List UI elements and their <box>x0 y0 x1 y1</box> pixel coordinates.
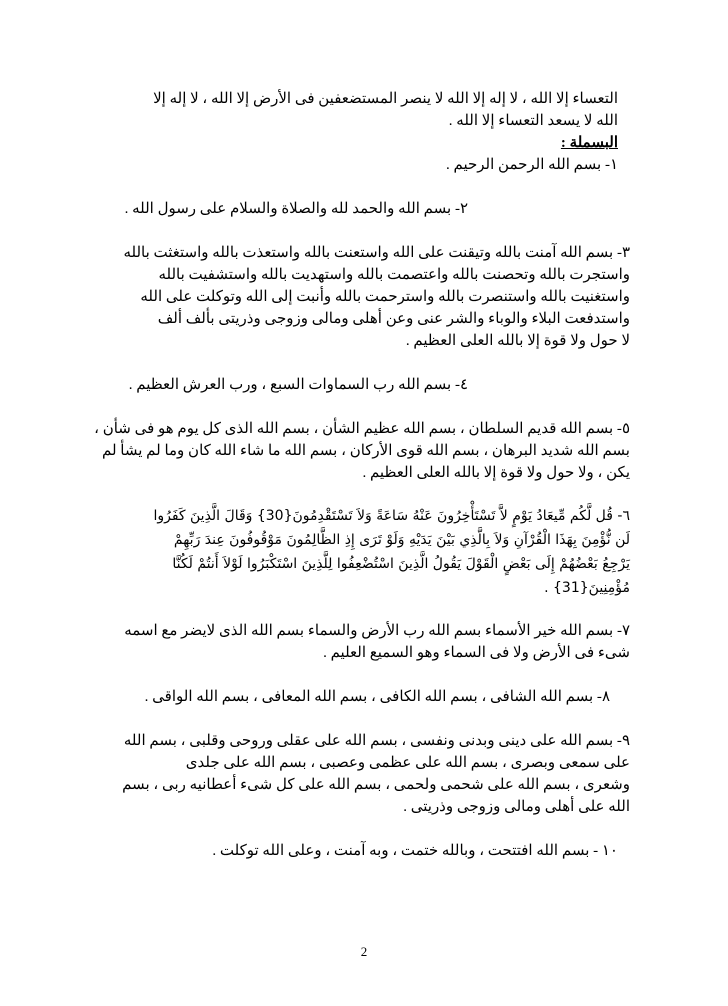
item-8 <box>105 686 618 708</box>
item-2-text: ٢- بسم الله والحمد لله والصلاة والسلام على رسول الله . <box>124 201 468 217</box>
item-5-line-1: ٥- بسم الله قديم السلطان ، بسم الله عظيم الشأن ، بسم الله الذى كل يوم هو فى شأن ، <box>94 421 630 437</box>
item-4 <box>105 374 618 396</box>
basmala-heading: البسملة : <box>560 135 618 151</box>
item-4-text: ٤- بسم الله رب السماوات السبع ، ورب العرش العظيم . <box>128 377 468 393</box>
item-10 <box>105 840 618 862</box>
item-6-line-4: مُؤْمِنِينَ{31} . <box>544 580 630 596</box>
item-9-line-2: على سمعى وبصرى ، بسم الله على عظمى وعصبى ، بسم الله على جلدى <box>185 755 630 771</box>
item-3-line-3: واستغنيت بالله واستنصرت بالله واسترحمت بالله وأنبت إلى الله وتوكلت على الله <box>140 289 630 305</box>
item-5-line-3: يكن ، ولا حول ولا قوة إلا بالله العلى العظيم . <box>362 465 630 481</box>
item-9-line-1: ٩- بسم الله على دينى وبدنى ونفسى ، بسم الله على عقلى وروحى وقلبى ، بسم الله <box>123 733 630 749</box>
item-7-line-2: شىء فى الأرض ولا فى السماء وهو السميع العليم . <box>323 645 630 661</box>
item-5-line-2: بسم الله شديد البرهان ، بسم الله قوى الأركان ، بسم الله ما شاء الله كان وما لم يشأ لم <box>101 443 630 459</box>
item-9 <box>77 730 630 818</box>
item-9-line-4: الله على أهلى ومالى وزوجى وذريتى . <box>403 799 630 815</box>
intro-line-2: الله لا يسعد التعساء إلا الله . <box>448 113 618 129</box>
item-3-line-1: ٣- بسم الله آمنت بالله وتيقنت على الله واستعنت بالله واستعذت بالله واستغثت بالله <box>123 245 630 261</box>
item-6-quran-verses <box>80 504 630 600</box>
item-6-line-3: يَرْجِعُ بَعْضُهُمْ إِلَى بَعْضٍ الْقَوْلَ يَقُولُ الَّذِينَ اسْتُضْعِفُوا لِلَّذِينَ اسْتَكْبَرُوا لَوْلاَ أَنتُمْ لَكُنَّا <box>172 556 630 572</box>
intro-paragraph <box>105 88 618 132</box>
item-7-line-1: ٧- بسم الله خير الأسماء بسم الله رب الأرض والسماء بسم الله الذى لايضر مع اسمه <box>124 623 630 639</box>
item-3-line-4: واستدفعت البلاء والوباء والشر عنى وعن أهلى ومالى وزوجى وذريتى بألف ألف <box>157 311 630 327</box>
item-5 <box>75 418 630 484</box>
item-2 <box>105 198 618 220</box>
item-9-line-3: وشعرى ، بسم الله على شحمى ولحمى ، بسم الله على كل شىء أعطانيه ربى ، بسم <box>122 777 630 793</box>
item-1: ١- بسم الله الرحمن الرحيم . <box>445 157 618 173</box>
item-3 <box>90 242 630 352</box>
item-3-line-5: لا حول ولا قوة إلا بالله العلى العظيم . <box>405 333 630 349</box>
intro-line-1: التعساء إلا الله ، لا إله إلا الله لا ينصر المستضعفين فى الأرض إلا الله ، لا إله إلا <box>153 91 618 107</box>
item-10-text: ١٠ - بسم الله افتتحت ، وبالله ختمت ، وبه آمنت ، وعلى الله توكلت . <box>212 843 618 859</box>
item-6-line-2: لَن نُّؤْمِنَ بِهَذَا الْقُرْآنِ وَلاَ بِالَّذِي بَيْنَ يَدَيْهِ وَلَوْ تَرَى إِذِ الظَّالِمُونَ مَوْقُوفُونَ عِندَ رَبِّهِمْ <box>173 532 630 548</box>
page-number: 2 <box>360 944 368 959</box>
item-8-text: ٨- بسم الله الشافى ، بسم الله الكافى ، بسم الله المعافى ، بسم الله الواقى . <box>144 689 610 705</box>
item-7 <box>75 620 630 664</box>
item-3-line-2: واستجرت بالله وتحصنت بالله واعتصمت بالله واستهديت بالله واستشفيت بالله <box>158 267 630 283</box>
item-6-line-1: ٦- قُل لَّكُم مِّيعَادُ يَوْمٍ لاَّ تَسْتَأْخِرُونَ عَنْهُ سَاعَةً وَلاَ تَسْتَقْدِمُونَ{30} وَقَالَ الَّذِينَ كَفَرُوا <box>153 508 630 524</box>
document-body <box>94 88 630 862</box>
